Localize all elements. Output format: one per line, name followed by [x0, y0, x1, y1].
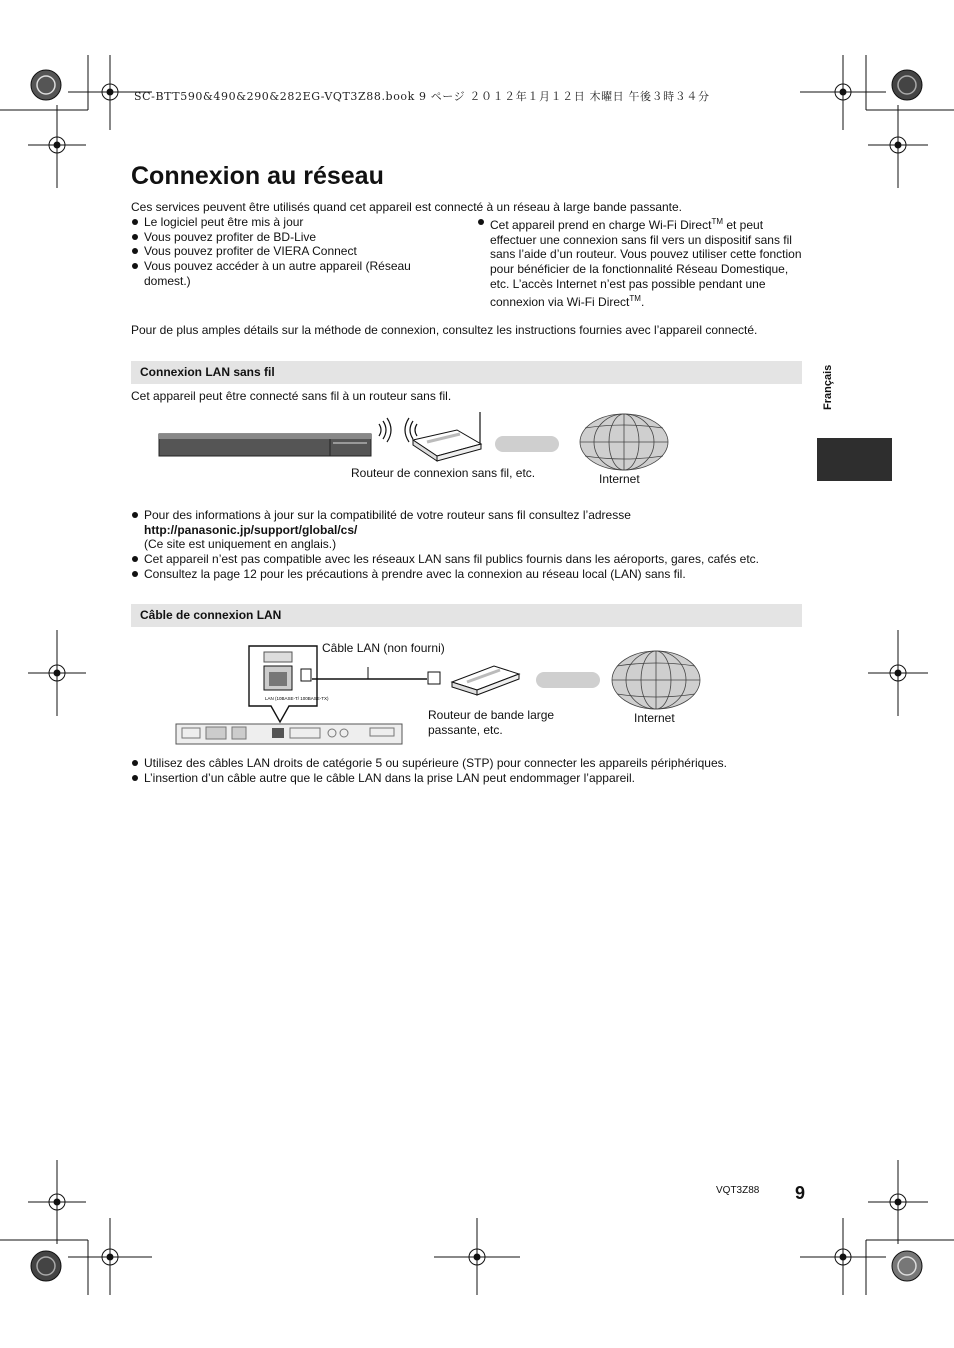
feature-item-wifi-direct: Cet appareil prend en charge Wi-Fi Direct™ et peut effectuer une connexion sans fil vers un dispositif sans fil sans l’aide d’un routeur. Vous pouvez utiliser cette fonction pour bénéficier de la fonctionnalité Réseau Domestique, etc. L’accès Internet n’est pas possible pendant une connexion via Wi-Fi Direct™.: [477, 215, 804, 309]
wired-section-heading: Câble de connexion LAN: [131, 604, 802, 627]
trademark-mark: TM: [711, 217, 723, 226]
features-list-right: [477, 215, 804, 309]
wireless-router-icon: [413, 412, 481, 461]
wired-notes: [131, 756, 831, 785]
feature-item: Vous pouvez profiter de VIERA Connect: [131, 244, 451, 259]
language-tab: [817, 438, 892, 481]
wifi-signal-icon: [379, 418, 417, 442]
lan-plug-icon: [428, 672, 440, 684]
broadband-router-icon: [452, 666, 519, 695]
more-info-text: Pour de plus amples détails sur la méthode de connexion, consultez les instructions fournies avec l’appareil connecté.: [131, 323, 758, 337]
wireless-note: Cet appareil n’est pas compatible avec les réseaux LAN sans fil publics fournis dans les aéroports, gares, cafés etc.: [131, 552, 831, 567]
wireless-router-caption: Routeur de connexion sans fil, etc.: [351, 466, 536, 480]
lan-port-callout: [249, 646, 329, 722]
wireless-description: Cet appareil peut être connecté sans fil à un routeur sans fil.: [131, 389, 452, 403]
page-title: Connexion au réseau: [131, 162, 384, 190]
feature-item: Vous pouvez profiter de BD-Live: [131, 230, 451, 245]
lan-cable-icon: [312, 667, 427, 679]
wireless-notes: [131, 508, 831, 582]
player-rear-panel-icon: [176, 724, 402, 744]
blu-ray-player-icon: [159, 434, 371, 456]
intro-text: Ces services peuvent être utilisés quand cet appareil est connecté à un réseau à large bande passante.: [131, 200, 683, 214]
support-url: http://panasonic.jp/support/global/cs/: [144, 522, 358, 537]
feature-item: Le logiciel peut être mis à jour: [131, 215, 451, 230]
page-number: 9: [795, 1183, 806, 1203]
wireless-internet-caption: Internet: [599, 472, 640, 486]
wired-note: Utilisez des câbles LAN droits de catégorie 5 ou supérieure (STP) pour connecter les appareils périphériques.: [131, 756, 831, 771]
connection-link-icon: [495, 436, 559, 452]
features-list-left: [131, 215, 451, 289]
internet-globe-icon: [580, 414, 668, 470]
connection-link-icon: [536, 672, 600, 688]
side-tab-label: Français: [822, 364, 834, 410]
trademark-mark: TM: [629, 293, 641, 303]
lan-port-label: LAN (10BASE-T/ 100BASE-TX): [265, 696, 329, 701]
wireless-note: Consultez la page 12 pour les précautions à prendre avec la connexion au réseau local (LAN) sans fil.: [131, 567, 831, 582]
document-code: VQT3Z88: [716, 1185, 760, 1196]
broadband-router-caption: Routeur de bande large passante, etc.: [428, 708, 555, 737]
internet-globe-icon: [612, 651, 700, 709]
print-header-line: SC-BTT590&490&290&282EG-VQT3Z88.book 9 ページ ２０１２年１月１２日 木曜日 午後３時３４分: [134, 90, 710, 103]
wired-internet-caption: Internet: [634, 711, 675, 725]
wireless-section-heading: Connexion LAN sans fil: [131, 361, 802, 384]
lan-cable-caption: Câble LAN (non fourni): [322, 641, 445, 655]
lan-plug-icon: [301, 669, 311, 681]
feature-item: Vous pouvez accéder à un autre appareil (Réseau domest.): [131, 259, 451, 288]
wireless-note: Pour des informations à jour sur la compatibilité de votre routeur sans fil consultez l’adresse http://panasonic.jp/support/global/cs/ (Ce site est uniquement en anglais.): [131, 508, 831, 552]
wired-note: L’insertion d’un câble autre que le câble LAN dans la prise LAN peut endommager l’appareil.: [131, 771, 831, 786]
